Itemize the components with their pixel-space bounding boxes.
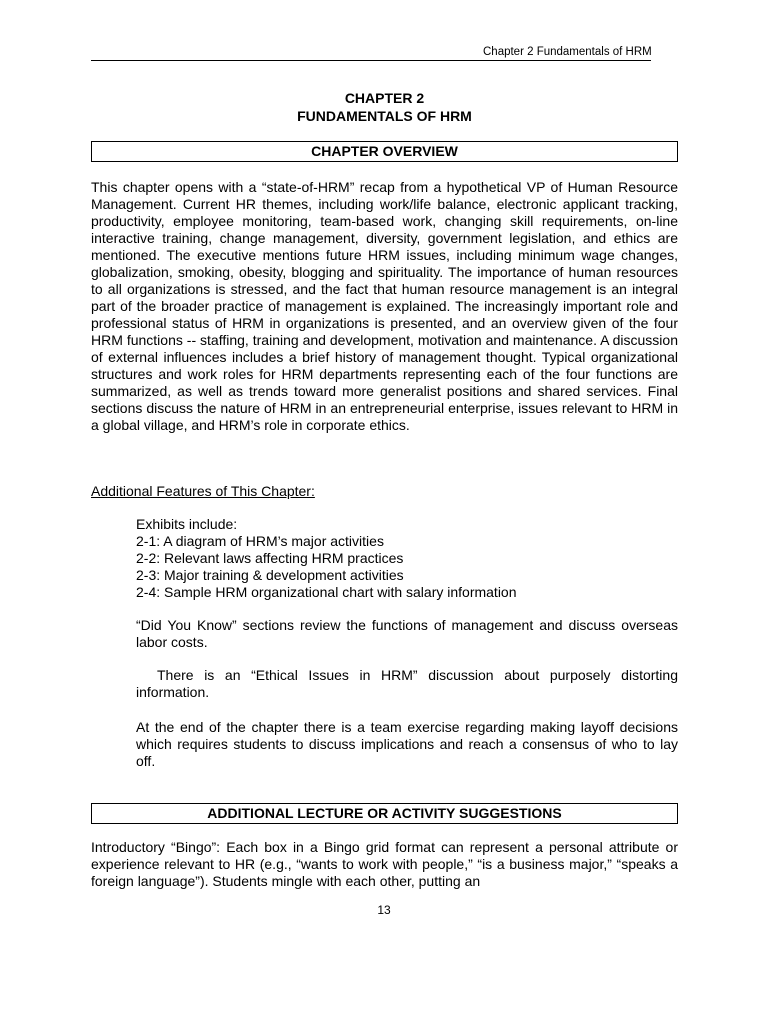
team-exercise-paragraph: At the end of the chapter there is a team exercise regarding making layoff decisions which requires students to discuss implications and reach a consensus of who to lay off. bbox=[136, 719, 678, 769]
exhibits-list bbox=[136, 516, 517, 601]
overview-paragraph: This chapter opens with a “state-of-HRM” recap from a hypothetical VP of Human Resource Management. Current HR themes, including work/life balance, electronic applicant tracking, productivity, employee monitoring, team-based work, changing skill requirements, on-line interactive training, change management, diversity, government legislation, and ethics are mentioned. The executive mentions future HRM issues, including minimum wage changes, globalization, smoking, obesity, blogging and spirituality. The importance of human resources to all organizations is stressed, and the fact that human resource management is an integral part of the broader practice of management is explained. The increasingly important role and professional status of HRM in organizations is presented, and an overview given of the four HRM functions -- staffing, training and development, motivation and maintenance. A discussion of external influences includes a brief history of management thought. Typical organizational structures and work roles for HRM departments representing each of the four functions are summarized, as well as trends toward more generalist positions and shared services. Final sections discuss the nature of HRM in an entrepreneurial enterprise, issues relevant to HRM in a global village, and HRM’s role in corporate ethics. bbox=[91, 179, 678, 433]
section-heading-suggestions: ADDITIONAL LECTURE OR ACTIVITY SUGGESTIONS bbox=[91, 803, 678, 824]
exhibit-item: 2-4: Sample HRM organizational chart with salary information bbox=[136, 584, 517, 600]
ethical-issues-paragraph: There is an “Ethical Issues in HRM” discussion about purposely distorting information. bbox=[136, 667, 678, 700]
chapter-title: FUNDAMENTALS OF HRM bbox=[297, 108, 472, 124]
bingo-paragraph: Introductory “Bingo”: Each box in a Bingo grid format can represent a personal attribute or experience relevant to HR (e.g., “wants to work with people,” “is a business major,” “speaks a foreign language”). Students mingle with each other, putting an bbox=[91, 839, 678, 889]
section-heading-overview: CHAPTER OVERVIEW bbox=[91, 141, 678, 162]
running-head: Chapter 2 Fundamentals of HRM bbox=[483, 46, 652, 58]
features-label: Additional Features of This Chapter: bbox=[91, 483, 315, 499]
exhibit-item: 2-3: Major training & development activities bbox=[136, 567, 404, 583]
header-rule bbox=[91, 60, 651, 61]
chapter-number: CHAPTER 2 bbox=[344, 90, 425, 106]
page-number: 13 bbox=[377, 903, 391, 917]
exhibits-intro: Exhibits include: bbox=[136, 516, 238, 532]
exhibit-item: 2-2: Relevant laws affecting HRM practices bbox=[136, 550, 404, 566]
did-you-know-paragraph: “Did You Know” sections review the functions of management and discuss overseas labor costs. bbox=[136, 617, 678, 650]
exhibit-item: 2-1: A diagram of HRM’s major activities bbox=[136, 533, 384, 549]
